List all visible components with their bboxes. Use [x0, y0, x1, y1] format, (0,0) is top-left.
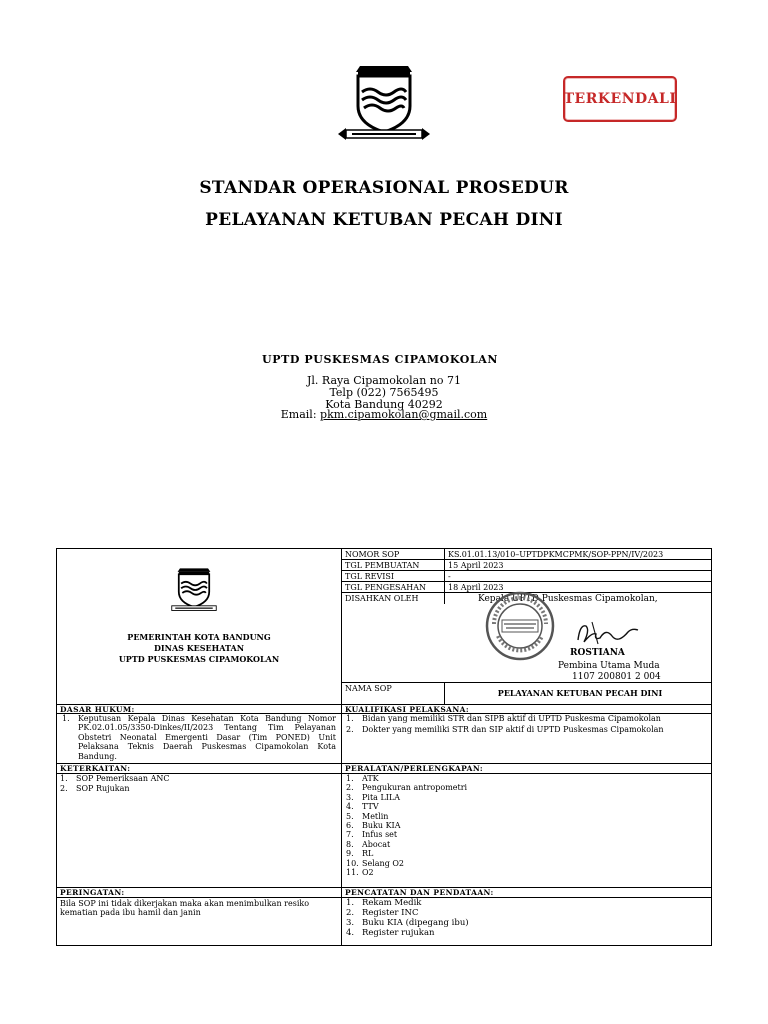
- list-text: Infus set: [362, 830, 398, 840]
- list-number: 1.: [62, 714, 70, 723]
- equipment-list: [346, 774, 708, 877]
- list-number: 6.: [346, 821, 354, 831]
- list-number: 10.: [346, 858, 359, 868]
- list-text: Register INC: [362, 908, 419, 918]
- organization-name: UPTD PUSKESMAS CIPAMOKOLAN: [262, 353, 499, 366]
- value-tgl-revisi: -: [448, 572, 451, 581]
- section-title-kualifikasi: KUALIFIKASI PELAKSANA:: [345, 705, 470, 714]
- list-item: [62, 714, 336, 761]
- kota-bandung-emblem-small-icon: [164, 566, 224, 614]
- list-item: [346, 908, 708, 918]
- list-item: [346, 821, 708, 830]
- approver-nip: 1107 200801 2 004: [572, 672, 661, 682]
- list-item: [60, 784, 130, 793]
- list-text: Dokter yang memiliki STR dan SIP aktif di UPTD Puskesmas Cipamokolan: [362, 725, 664, 734]
- email-link[interactable]: pkm.cipamokolan@gmail.com: [320, 408, 488, 421]
- list-number: 1.: [346, 774, 354, 783]
- label-tgl-revisi: TGL REVISI: [345, 572, 395, 581]
- document-title-line1: STANDAR OPERASIONAL PROSEDUR: [199, 178, 569, 198]
- list-text: O2: [362, 868, 374, 878]
- list-text: Bidan yang memiliki STR dan SIPB aktif di UPTD Puskesma Cipamokolan: [362, 714, 661, 723]
- list-number: 1.: [346, 898, 355, 908]
- warning-text: Bila SOP ini tidak dikerjakan maka akan menimbulkan resiko kematian pada ibu hamil dan janin: [60, 899, 310, 918]
- kota-bandung-emblem-icon: [334, 62, 434, 144]
- label-nomor-sop: NOMOR SOP: [345, 550, 400, 559]
- list-number: 1.: [60, 774, 68, 783]
- list-text: Buku KIA (dipegang ibu): [362, 918, 469, 928]
- list-number: 4.: [346, 928, 355, 938]
- list-item: [346, 802, 708, 811]
- list-item: [346, 783, 708, 792]
- section-title-peralatan: PERALATAN/PERLENGKAPAN:: [345, 764, 484, 773]
- list-item: [346, 868, 708, 877]
- list-number: 3.: [346, 792, 354, 802]
- value-nomor-sop: KS.01.01.13/010–UPTDPKMCPMK/SOP-PPN/IV/2023: [448, 550, 664, 559]
- list-text: SOP Rujukan: [76, 784, 130, 793]
- list-text: ATK: [362, 774, 379, 783]
- list-number: 1.: [346, 714, 354, 723]
- list-item: [60, 774, 170, 783]
- organization-email-line: [200, 408, 568, 421]
- section-title-keterkaitan: KETERKAITAN:: [60, 764, 131, 773]
- controlled-stamp: TERKENDALI: [563, 76, 677, 122]
- label-disahkan-oleh: DISAHKAN OLEH: [345, 594, 419, 603]
- list-number: 2.: [346, 908, 355, 918]
- value-tgl-pengesahan: 18 April 2023: [448, 583, 504, 592]
- list-text: Abocat: [362, 839, 391, 849]
- organization-city: Kota Bandung 40292: [325, 398, 443, 411]
- label-tgl-pembuatan: TGL PEMBUATAN: [345, 561, 420, 570]
- gov-line3: UPTD PUSKESMAS CIPAMOKOLAN: [118, 654, 280, 664]
- list-text: Pita LILA: [362, 792, 401, 802]
- section-title-pencatatan: PENCATATAN DAN PENDATAAN:: [345, 888, 494, 897]
- list-text: RL: [362, 849, 374, 859]
- section-title-dasar-hukum: DASAR HUKUM:: [60, 705, 135, 714]
- list-item: [346, 793, 708, 802]
- list-item: [346, 725, 708, 734]
- list-text: TTV: [362, 802, 379, 812]
- list-number: 2.: [346, 725, 354, 734]
- list-text: Buku KIA: [362, 821, 401, 831]
- label-tgl-pengesahan: TGL PENGESAHAN: [345, 583, 427, 592]
- gov-line1: PEMERINTAH KOTA BANDUNG: [127, 632, 271, 642]
- list-item: [346, 859, 708, 868]
- list-number: 7.: [346, 830, 354, 840]
- document-title-line2: PELAYANAN KETUBAN PECAH DINI: [205, 210, 563, 230]
- official-round-stamp: [484, 590, 556, 662]
- list-item: [346, 849, 708, 858]
- list-number: 2.: [346, 783, 354, 793]
- records-list: [346, 898, 708, 938]
- approver-rank: Pembina Utama Muda: [558, 661, 660, 671]
- list-number: 11.: [346, 868, 359, 878]
- list-text: Metlin: [362, 811, 389, 821]
- label-nama-sop: NAMA SOP: [345, 684, 392, 693]
- organization-address: Jl. Raya Cipamokolan no 71: [306, 374, 462, 387]
- email-label: Email:: [280, 408, 321, 421]
- list-number: 5.: [346, 811, 354, 821]
- list-item: [346, 840, 708, 849]
- list-text: Pengukuran antropometri: [362, 783, 468, 793]
- list-item: [346, 812, 708, 821]
- value-nama-sop: PELAYANAN KETUBAN PECAH DINI: [497, 688, 663, 698]
- list-number: 4.: [346, 802, 354, 812]
- list-text: Rekam Medik: [362, 898, 422, 908]
- list-item: [346, 830, 708, 839]
- list-item: [346, 928, 708, 938]
- list-text: Keputusan Kepala Dinas Kesehatan Kota Bandung Nomor PK.02.01.05/3350-Dinkes/II/2023 Tentang Tim Pelayanan Obstetri Neonatal Emergenti Dasar (Tim PONED) Unit Pelaksana Teknis Daerah Puskesmas Cipamokolan Kota Bandung.: [78, 714, 336, 761]
- list-text: SOP Pemeriksaan ANC: [76, 774, 170, 783]
- list-text: Register rujukan: [362, 928, 435, 938]
- list-item: [346, 774, 708, 783]
- approver-title: Kepala UPTD Puskesmas Cipamokolan,: [478, 594, 658, 604]
- list-number: 2.: [60, 784, 68, 793]
- gov-line2: DINAS KESEHATAN: [153, 643, 245, 653]
- list-number: 8.: [346, 839, 354, 849]
- list-number: 9.: [346, 849, 354, 859]
- list-number: 3.: [346, 918, 355, 928]
- organization-phone: Telp (022) 7565495: [329, 386, 439, 399]
- value-tgl-pembuatan: 15 April 2023: [448, 561, 504, 570]
- list-item: [346, 714, 708, 723]
- list-item: [346, 918, 708, 928]
- approver-name: ROSTIANA: [570, 648, 625, 658]
- list-text: Selang O2: [362, 858, 405, 868]
- list-item: [346, 898, 708, 908]
- section-title-peringatan: PERINGATAN:: [60, 888, 125, 897]
